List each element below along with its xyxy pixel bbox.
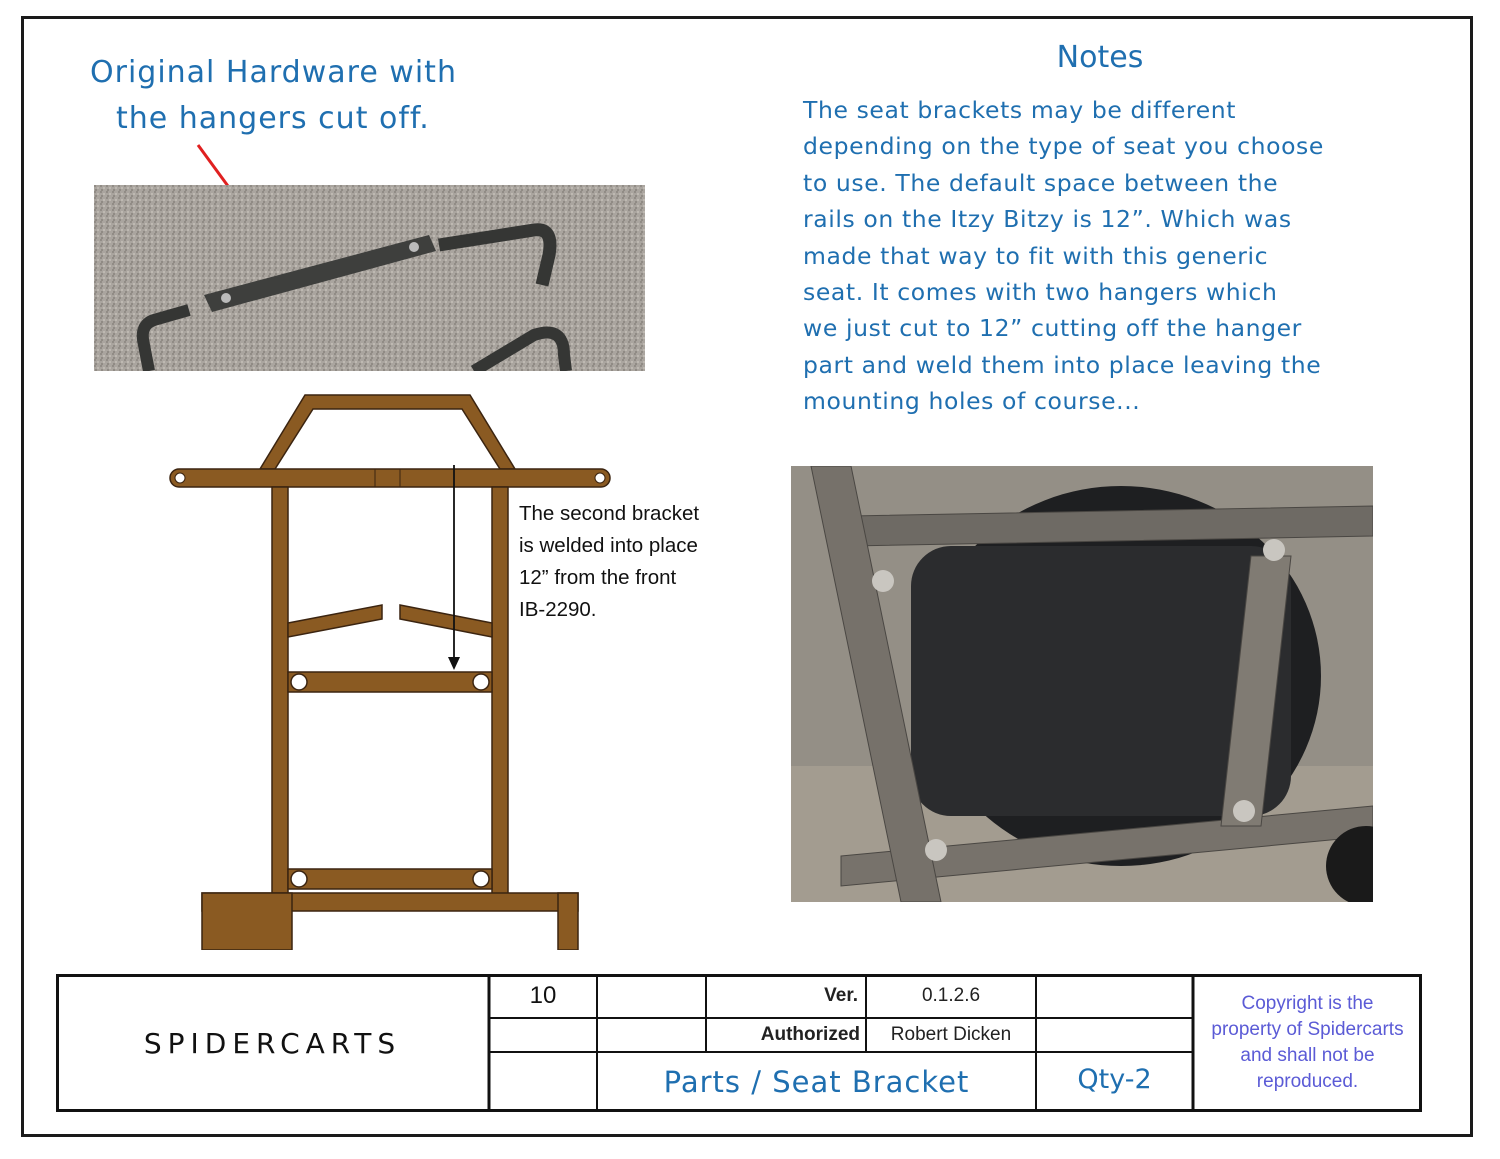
seat-photo [791,466,1373,902]
hardware-photo [94,185,645,371]
copyright-line: reproduced. [1256,1071,1359,1092]
ver-value: 0.1.2.6 [921,985,981,1006]
notes-title: Notes [1056,40,1144,75]
diagram-caption [519,498,699,626]
authorized-label: Authorized [760,1024,860,1045]
company-name: SPIDERCARTS [143,1026,402,1060]
caption-line: 12” from the front [519,566,677,589]
sheet-number: 10 [529,982,557,1009]
quantity: Qty-2 [1077,1063,1152,1095]
caption-line: The second bracket [519,502,700,525]
notes-line: made that way to fit with this generic [803,241,1269,270]
hardware-heading-line-2: the hangers cut off. [116,101,430,136]
notes-line: depending on the type of seat you choose [803,132,1324,161]
hardware-heading-line-1: Original Hardware with [90,55,457,90]
notes-line: we just cut to 12” cutting off the hanger [803,314,1302,343]
authorized-value: Robert Dicken [890,1024,1012,1045]
copyright-line: property of Spidercarts [1211,1019,1404,1040]
notes-body [803,92,1423,420]
copyright-line: and shall not be [1240,1045,1375,1066]
ver-label: Ver. [824,985,858,1006]
caption-line: IB-2290. [519,598,597,621]
hardware-heading [90,50,457,142]
caption-line: is welded into place [519,534,698,557]
title-block [56,974,1422,1112]
copyright-line: Copyright is the [1241,993,1374,1014]
notes-line: The seat brackets may be different [803,96,1237,124]
notes-line: seat. It comes with two hangers which [803,278,1278,307]
notes-line: mounting holes of course... [803,387,1141,416]
frame-diagram [160,385,620,950]
copyright-notice [1193,974,1422,1112]
notes-line: rails on the Itzy Bitzy is 12”. Which was [803,205,1292,234]
notes-line: part and weld them into place leaving the [803,350,1322,379]
part-name: Parts / Seat Bracket [663,1065,970,1099]
notes-line: to use. The default space between the [803,168,1279,197]
